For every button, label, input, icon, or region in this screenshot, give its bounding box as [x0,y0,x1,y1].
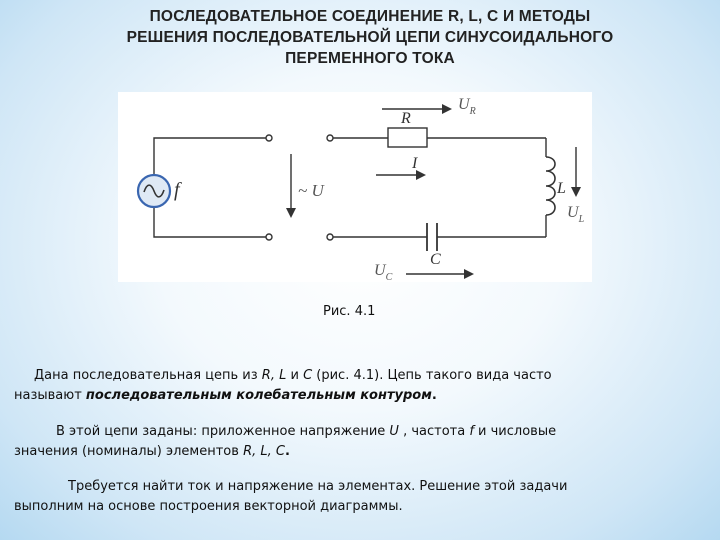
text-span: Дана последовательная цепь из [34,368,262,383]
u-italic: U [389,424,399,439]
c-italic: С [303,368,313,383]
ur-arrow [382,104,452,114]
paragraph-1-line-1 [14,366,552,386]
voltage-u-label: ~ U [298,181,324,200]
capacitor-label: C [430,251,441,268]
paragraph-1-line-2 [14,386,552,406]
figure-caption: Рис. 4.1 [323,304,376,319]
paragraph-3 [14,477,567,517]
text-span: . [284,444,290,459]
text-span: (рис. 4.1). Цепь такого вида часто [312,368,552,383]
emphasis-term: последовательным колебательным контуром [85,388,432,403]
title-line-2: РЕШЕНИЯ ПОСЛЕДОВАТЕЛЬНОЙ ЦЕПИ СИНУСОИДАЛЬНОГО [126,29,614,46]
f-italic: f [469,424,474,439]
terminal-right-top [327,135,333,141]
text-span: называют [14,388,86,403]
ul-label: $U_L$ [567,204,585,225]
rl-italic: R, L [261,368,287,383]
rlc-italic: R, L, С [243,444,285,459]
source-bottom-wire [154,207,267,237]
text-span: значения (номиналы) элементов [14,444,244,459]
ac-source-icon [138,175,170,207]
voltage-u-arrow [286,154,296,218]
source-top-wire [154,138,267,175]
source-f-label: f [174,179,180,201]
paragraph-2 [14,422,556,462]
paragraph-3-line-2: выполним на основе построения векторной диаграммы. [14,499,403,514]
ul-arrow [571,147,581,197]
title-line-1: ПОСЛЕДОВАТЕЛЬНОЕ СОЕДИНЕНИЕ R, L, С И МЕТОДЫ [149,8,591,25]
circuit-diagram [118,92,592,282]
terminal-left-bottom [266,234,272,240]
uc-label: $U_C$ [374,262,393,282]
resistor-icon [388,128,427,147]
terminal-left-top [266,135,272,141]
paragraph-2-line-2 [14,442,556,462]
paragraph-3-line-1: Требуется найти ток и напряжение на элементах. Решение этой задачи [68,479,568,494]
title-line-3: ПЕРЕМЕННОГО ТОКА [285,50,455,67]
paragraph-1 [14,366,552,406]
ur-label: $U_R$ [458,96,476,117]
text-span: и числовые [473,424,557,439]
series-circuit-wires [333,138,546,237]
text-span: и [286,368,304,383]
current-arrow [376,170,426,180]
text-span: , частота [398,424,470,439]
terminal-right-bottom [327,234,333,240]
capacitor-icon [427,223,437,251]
text-span: . [431,388,437,403]
inductor-label: L [557,180,566,197]
paragraph-2-line-1 [14,422,556,442]
circuit-figure [118,92,592,282]
inductor-icon [546,157,555,215]
uc-arrow [406,269,474,279]
current-label: I [412,155,418,172]
resistor-label: R [401,110,411,127]
text-span: В этой цепи заданы: приложенное напряжение [56,424,390,439]
source-branch [154,138,267,237]
slide-title [40,6,700,69]
